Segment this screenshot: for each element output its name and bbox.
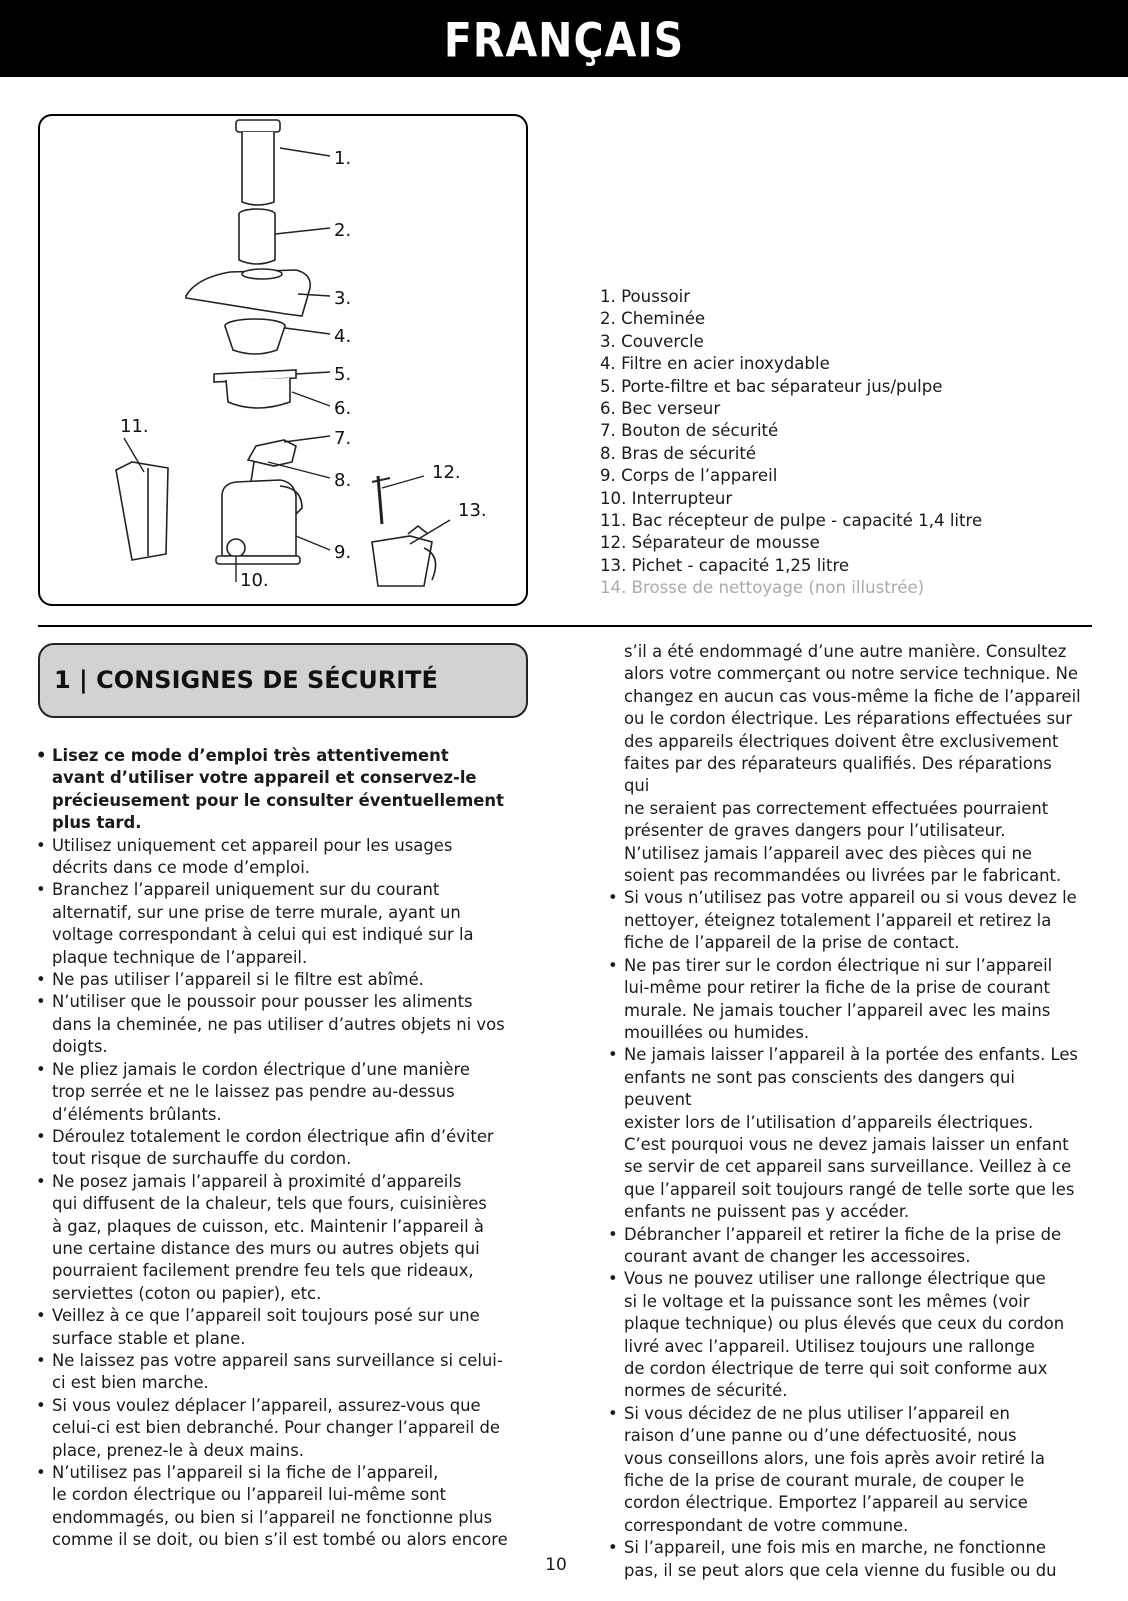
text-line: des appareils électriques doivent être exclusivement [624,731,1059,751]
text-line: plaque technique) ou plus élevés que ceux du cordon [624,1314,1065,1334]
part-item: 9. Corps de l’appareil [600,466,778,486]
text-line: N’utilisez jamais l’appareil avec des pièces qui ne [624,843,1032,863]
text-line: décrits dans ce mode d’emploi. [52,858,310,878]
text-line: cordon électrique. Emportez l’appareil au service [624,1493,1028,1513]
text-line: pourraient facilement prendre feu tels que rideaux, [52,1261,474,1281]
filter-part [225,319,285,354]
juicer-exploded-view [40,116,526,604]
motor-body-part [216,480,302,564]
text-line: enfants ne puissent pas y accéder. [624,1202,910,1222]
part-item-not-shown: 14. Brosse de nettoyage (non illustrée) [600,578,925,598]
bullet-line: • Ne pas utiliser l’appareil si le filtre est abîmé. [30,969,540,991]
text-line: doigts. [52,1037,108,1057]
text-line: soient pas recommandées ou livrées par le fabricant. [624,866,1062,886]
text-line: exister lors de l’utilisation d’appareils électriques. [624,1112,1034,1132]
part-item: 7. Bouton de sécurité [600,421,779,441]
callout-6: 6. [334,398,352,419]
filter-holder-part [214,370,296,408]
text-line: fiche de la prise de courant murale, de couper le [624,1471,1025,1491]
text-line: ne seraient pas correctement effectuées pourraient [624,798,1049,818]
page-header [0,0,1128,77]
callout-5: 5. [334,364,352,385]
callout-12: 12. [432,462,461,483]
text-line: précieusement pour le consulter éventuellement [52,790,504,810]
text-line: alors votre commerçant ou notre service technique. Ne [624,664,1079,684]
text-line: faites par des réparateurs qualifiés. Des réparations qui [624,754,1052,796]
bullet-line: • Déroulez totalement le cordon électrique afin d’éviter [30,1126,540,1148]
text-line: alternatif, sur une prise de terre murale, ayant un [52,902,461,922]
text-line: présenter de graves dangers pour l’utilisateur. [624,821,1006,841]
bullet-line: • Si vous voulez déplacer l’appareil, assurez-vous que [30,1395,540,1417]
bullet-line: • Débrancher l’appareil et retirer la fiche de la prise de [602,1224,1082,1246]
bullet-line: • Si l’appareil, une fois mis en marche, ne fonctionne [602,1537,1082,1559]
bullet-line: • N’utiliser que le poussoir pour pousser les aliments [30,991,540,1013]
bullet-line: • Lisez ce mode d’emploi très attentivement [30,745,540,767]
text-line: mouillées ou humides. [624,1022,810,1042]
text-line: plus tard. [52,813,142,833]
text-line: livré avec l’appareil. Utilisez toujours une rallonge [624,1336,1035,1356]
bullet-line: • Ne jamais laisser l’appareil à la portée des enfants. Les [602,1044,1082,1066]
text-line: se servir de cet appareil sans surveillance. Veillez à ce [624,1157,1072,1177]
part-item: 2. Cheminée [600,309,706,329]
part-item: 5. Porte-filtre et bac séparateur jus/pulpe [600,376,943,396]
callout-3: 3. [334,288,352,309]
bullet-line: • Vous ne pouvez utiliser une rallonge électrique que [602,1268,1082,1290]
part-item: 12. Séparateur de mousse [600,533,820,553]
text-line: C’est pourquoi vous ne devez jamais laisser un enfant [624,1134,1069,1154]
text-line: fiche de l’appareil de la prise de contact. [624,933,960,953]
text-line: endommagés, ou bien si l’appareil ne fonctionne plus [52,1507,493,1527]
lid-part [186,269,310,316]
text-line: serviettes (coton ou papier), etc. [52,1283,322,1303]
text-line: ci est bien marche. [52,1373,209,1393]
text-line: qui diffusent de la chaleur, tels que fours, cuisinières [52,1194,487,1214]
text-line: correspondant de votre commune. [624,1515,909,1535]
section-header [38,643,528,718]
text-line: le cordon électrique ou l’appareil lui-même sont [52,1485,447,1505]
text-line: s’il a été endommagé d’une autre manière. Consultez [624,642,1067,661]
bullet-line: • Ne pliez jamais le cordon électrique d’une manière [30,1059,540,1081]
callout-7: 7. [334,428,352,449]
text-line: que l’appareil soit toujours rangé de telle sorte que les [624,1179,1075,1199]
section-divider [38,625,1092,627]
pulp-container-part [116,462,168,560]
text-line: si le voltage et la puissance sont les mêmes (voir [624,1291,1030,1311]
callout-8: 8. [334,470,352,491]
froth-separator-part [372,476,390,524]
text-line: surface stable et plane. [52,1328,246,1348]
page-number: 10 [545,1555,567,1575]
part-item: 11. Bac récepteur de pulpe - capacité 1,4 litre [600,511,983,531]
text-line: une certaine distance des murs ou autres objets qui [52,1238,480,1258]
text-line: voltage correspondant à celui qui est indiqué sur la [52,925,474,945]
part-item: 3. Couvercle [600,331,704,351]
text-line: celui-ci est bien debranché. Pour changer l’appareil de [52,1418,501,1438]
part-item: 10. Interrupteur [600,488,733,508]
parts-legend [600,286,982,600]
part-item: 13. Pichet - capacité 1,25 litre [600,555,850,575]
callout-10: 10. [240,570,269,591]
callout-2: 2. [334,220,352,241]
part-item: 8. Bras de sécurité [600,443,757,463]
text-line: d’éléments brûlants. [52,1104,222,1124]
bullet-line: • Utilisez uniquement cet appareil pour les usages [30,835,540,857]
safety-column-right [602,641,1082,1582]
pusher-part [236,120,280,205]
text-line: enfants ne sont pas conscients des dangers qui peuvent [624,1067,1015,1110]
text-line: plaque technique de l’appareil. [52,947,308,967]
text-line: murale. Ne jamais toucher l’appareil avec les mains [624,1000,1051,1020]
callout-9: 9. [334,542,352,563]
text-line: ou le cordon électrique. Les réparations effectuées sur [624,709,1073,729]
callout-11: 11. [120,416,149,437]
language-title: FRANÇAIS [443,12,685,68]
callout-13: 13. [458,500,487,521]
bullet-line: • Ne pas tirer sur le cordon électrique ni sur l’appareil [602,955,1082,977]
callout-4: 4. [334,326,352,347]
bullet-line: • Ne posez jamais l’appareil à proximité d’appareils [30,1171,540,1193]
text-line: de cordon électrique de terre qui soit conforme aux [624,1359,1048,1378]
text-line: dans la cheminée, ne pas utiliser d’autres objets ni vos [52,1014,505,1034]
text-line: avant d’utiliser votre appareil et conservez-le [52,768,477,788]
text-line: trop serrée et ne le laissez pas pendre au-dessus [52,1082,455,1102]
bullet-line: • Si vous décidez de ne plus utiliser l’appareil en [602,1403,1082,1425]
text-line: courant avant de changer les accessoires. [624,1246,971,1266]
section-title: 1 | CONSIGNES DE SÉCURITÉ [54,666,438,694]
text-line: à gaz, plaques de cuisson, etc. Maintenir l’appareil à [52,1216,484,1236]
text-line: pas, il se peut alors que cela vienne du fusible ou du [624,1560,1057,1580]
text-line: lui-même pour retirer la fiche de la prise de courant [624,978,1050,998]
text-line: normes de sécurité. [624,1381,788,1401]
text-line: raison d’une panne ou d’une défectuosité, nous [624,1426,1017,1446]
part-item: 1. Poussoir [600,287,691,306]
bullet-line: • Veillez à ce que l’appareil soit toujours posé sur une [30,1305,540,1327]
part-item: 6. Bec verseur [600,399,721,419]
text-line: vous conseillons alors, une fois après avoir retiré la [624,1448,1045,1468]
bullet-line: • Si vous n’utilisez pas votre appareil ou si vous devez le [602,887,1082,909]
part-item: 4. Filtre en acier inoxydable [600,354,830,374]
text-line: changez en aucun cas vous-même la fiche de l’appareil [624,686,1081,706]
bullet-line: • Ne laissez pas votre appareil sans surveillance si celui- [30,1350,540,1372]
safety-column-left [30,745,540,1552]
text-line: comme il se doit, ou bien s’il est tombé ou alors encore [52,1530,508,1550]
text-line: place, prenez-le à deux mains. [52,1440,304,1460]
text-line: tout risque de surchauffe du cordon. [52,1149,352,1169]
parts-diagram [38,114,528,606]
callout-1: 1. [334,148,352,169]
chimney-part [239,209,275,264]
bullet-line: • Branchez l’appareil uniquement sur du courant [30,879,540,901]
bullet-line: • N’utilisez pas l’appareil si la fiche de l’appareil, [30,1462,540,1484]
text-line: nettoyer, éteignez totalement l’appareil et retirez la [624,910,1052,930]
